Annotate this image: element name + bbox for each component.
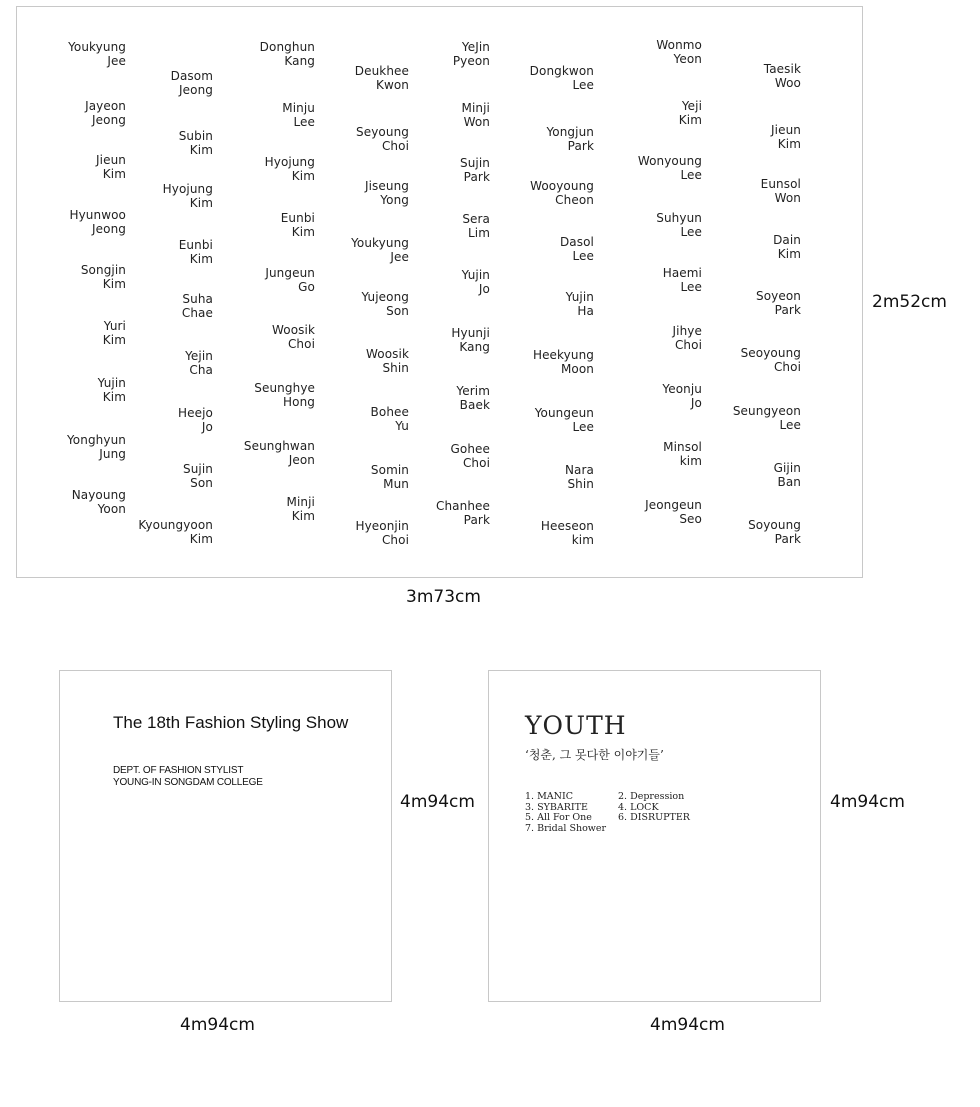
banner-name [281,211,315,239]
banner-name-last: Jee [390,250,409,264]
track-item: 3. SYBARITE [525,802,588,813]
banner-name [566,290,594,318]
banner-name-first: Seyoung [356,125,409,139]
banner-name-last: Seo [679,512,702,526]
banner-name-last: Son [190,476,213,490]
banner-name-last: Jee [107,54,126,68]
banner-name-last: Kim [189,252,213,266]
banner-name-last: Park [774,303,801,317]
banner-name [756,289,801,317]
banner-name [254,381,315,409]
banner-name-first: Somin [370,463,409,477]
show-title: The 18th Fashion Styling Show [113,713,349,732]
banner-name-last: Lim [467,226,490,240]
banner-name-first: Yongjun [546,125,594,139]
banner-name-last: Park [463,513,490,527]
banner-name [265,266,315,294]
track-item: 5. All For One [525,812,592,823]
title-panel-width-label: 4m94cm [180,1015,255,1035]
banner-name [171,69,213,97]
banner-name [774,461,801,489]
banner-name [451,326,490,354]
banner-name [462,101,490,129]
youth-subtitle: ‘청춘, 그 못다한 이야기들’ [525,748,664,762]
banner-name-last: Won [463,115,490,129]
banner-name-first: YeJin [461,40,490,54]
banner-name-first: Eunsol [760,177,801,191]
banner-name-first: Seunghwan [243,439,315,453]
banner-name-first: Heekyung [532,348,594,362]
banner-name [530,179,594,207]
banner-name [530,64,594,92]
banner-name-first: Hyunji [451,326,490,340]
track-item: 2. Depression [618,791,685,802]
banner-name [68,40,126,68]
banner-name-first: Jihye [672,324,702,338]
banner-name-first: Taesik [763,62,801,76]
banner-name-first: Hyunwoo [69,208,126,222]
banner-name-last: Jeong [179,83,213,97]
banner-name [764,62,801,90]
banner-name [462,268,490,296]
banner-name-first: Gijin [773,461,801,475]
banner-name-first: Suha [182,292,213,306]
banner-name [178,406,213,434]
banner-name [355,519,409,547]
track-item: 7. Bridal Shower [525,823,607,834]
show-department [113,765,263,789]
banner-name-last: Choi [462,456,490,470]
banner-name [645,498,702,526]
banner-name [662,382,702,410]
banner-name-first: Minji [461,101,490,115]
banner-name [179,238,213,266]
banner-name-last: Kim [102,333,126,347]
banner-name-last: Kim [678,113,702,127]
banner-name-first: Youngeun [534,406,594,420]
banner-name-last: Lee [680,225,702,239]
banner-name [287,495,315,523]
track-item: 1. MANIC [525,791,574,802]
names-banner-panel [16,6,863,578]
banner-name-last: Lee [680,280,702,294]
banner-name-last: Woo [774,76,801,90]
banner-name [456,384,490,412]
banner-name [69,208,126,236]
banner-name-last: Kang [459,340,490,354]
banner-name-first: Soyoung [748,518,801,532]
banner-name-first: Minji [286,495,315,509]
banner-name-last: Kim [189,532,213,546]
banner-name-last: Son [386,304,409,318]
banner-name [355,64,409,92]
banner-name-first: Jieun [771,123,801,137]
banner-name-last: Lee [293,115,315,129]
banner-name-last: Go [298,280,315,294]
banner-name-first: Nayoung [71,488,126,502]
banner-name-last: Jeon [288,453,315,467]
college-line: YOUNG-IN SONGDAM COLLEGE [113,777,263,788]
banner-name-first: Dongkwon [529,64,594,78]
banner-name [351,236,409,264]
banner-name-first: Deukhee [354,64,409,78]
banner-name-first: Kyoungyoon [138,518,213,532]
banner-name-first: Sera [462,212,490,226]
banner-name-first: Youkyung [351,236,409,250]
banner-name-first: Dasol [559,235,594,249]
banner-name [179,129,213,157]
title-panel-height-label: 4m94cm [400,792,475,812]
banner-name [371,463,409,491]
banner-name-last: Lee [572,78,594,92]
banner-name-last: Kim [102,277,126,291]
banner-name-last: Kim [291,169,315,183]
banner-name [733,404,801,432]
banner-name-last: Kim [189,143,213,157]
banner-name-first: Sujin [460,156,490,170]
banner-name [638,154,702,182]
banner-name-last: Park [463,170,490,184]
banner-name [565,463,594,491]
banner-name [656,38,702,66]
banner-name [460,156,490,184]
banner-name [361,290,409,318]
banner-name-last: Cha [189,363,213,377]
banner-name [366,347,409,375]
banner-name-last: Yu [395,419,409,433]
banner-name [356,125,409,153]
banner-name [462,212,490,240]
banner-name-first: Jayeon [85,99,126,113]
banner-name-first: Gohee [450,442,490,456]
show-title-panel [59,670,392,1002]
banner-name-first: Wooyoung [530,179,594,193]
banner-name-first: Heeseon [540,519,594,533]
youth-panel-width-label: 4m94cm [650,1015,725,1035]
track-item: 4. LOCK [618,802,659,813]
banner-name-last: Jeong [92,113,126,127]
banner-name [453,40,490,68]
banner-name-last: Jung [99,447,126,461]
banner-name [72,488,126,516]
banner-name [771,123,801,151]
banner-name-first: Chanhee [435,499,490,513]
banner-name-last: Kang [284,54,315,68]
banner-name [244,439,315,467]
banner-name-first: Yonghyun [66,433,126,447]
banner-name [741,346,801,374]
banner-name-first: Woosik [272,323,315,337]
youth-panel-height-label: 4m94cm [830,792,905,812]
banner-name-first: Subin [178,129,213,143]
banner-name [673,324,702,352]
banner-name-last: Won [774,191,801,205]
banner-name-last: Kwon [375,78,409,92]
banner-name-first: Jiseung [364,179,409,193]
banner-name-last: Hong [283,395,315,409]
banner-name-first: Yujin [565,290,594,304]
banner-name [541,519,594,547]
banner-name-last: Shin [567,477,594,491]
banner-name [265,155,315,183]
banner-name-first: Dain [773,233,801,247]
banner-name [98,376,126,404]
banner-name-last: Kim [102,390,126,404]
banner-name-first: Jungeun [265,266,315,280]
banner-name-first: Hyeonjin [355,519,409,533]
banner-name [85,99,126,127]
banner-name-last: Pyeon [452,54,490,68]
banner-name [679,99,702,127]
banner-name-last: Chae [181,306,213,320]
banner-name-last: Jo [201,420,213,434]
banner-name-last: Mun [383,477,409,491]
banner-name [761,177,801,205]
banner-name-first: Eunbi [178,238,213,252]
banner-name-last: Baek [459,398,490,412]
banner-name-first: Donghun [259,40,315,54]
banner-name [96,153,126,181]
track-item: 6. DISRUPTER [618,812,690,823]
banner-name-last: Moon [560,362,594,376]
banner-name-first: Sujin [183,462,213,476]
banner-name-first: Wonmo [656,38,702,52]
banner-name-last: Ban [777,475,801,489]
banner-name [450,442,490,470]
banner-name [272,323,315,351]
banner-width-label: 3m73cm [406,587,481,607]
banner-name [436,499,490,527]
banner-name-last: Kim [102,167,126,181]
banner-name [748,518,801,546]
banner-name [182,292,213,320]
banner-name-last: Choi [381,139,409,153]
banner-name [773,233,801,261]
banner-name [138,518,213,546]
banner-name-last: Ha [577,304,594,318]
banner-name-last: Kim [777,137,801,151]
banner-name-first: Yerim [456,384,490,398]
banner-name-last: Lee [779,418,801,432]
banner-name [103,319,126,347]
banner-name [365,179,409,207]
banner-name-last: Kim [291,225,315,239]
banner-name-first: Seoyoung [740,346,801,360]
banner-name-last: Jeong [92,222,126,236]
banner-name-first: Seungyeon [732,404,801,418]
banner-name-last: kim [679,454,702,468]
banner-name-last: Lee [572,420,594,434]
banner-name-last: kim [571,533,594,547]
banner-height-label: 2m52cm [872,292,947,312]
banner-name [535,406,594,434]
banner-name-last: Kim [189,196,213,210]
banner-name [282,101,315,129]
banner-name-first: Jeongeun [645,498,702,512]
banner-name [656,211,702,239]
banner-name [163,182,213,210]
banner-name-first: Yuri [103,319,126,333]
banner-name-last: Jo [690,396,702,410]
banner-name-first: Hyojung [264,155,315,169]
banner-name-first: Minju [282,101,315,115]
banner-name-last: Park [567,139,594,153]
banner-name-first: Eunbi [280,211,315,225]
banner-name-last: Lee [680,168,702,182]
banner-name-first: Yeji [681,99,702,113]
banner-name-first: Jieun [96,153,126,167]
banner-name-first: Bohee [370,405,409,419]
banner-name-last: Yeon [673,52,702,66]
banner-name [546,125,594,153]
banner-name-first: Yujin [461,268,490,282]
banner-name-last: Yong [380,193,409,207]
banner-name [183,462,213,490]
banner-name-last: Shin [382,361,409,375]
banner-name-first: Suhyun [656,211,702,225]
banner-name-last: Kim [777,247,801,261]
banner-name-last: Kim [291,509,315,523]
banner-name-last: Choi [381,533,409,547]
banner-name-first: Soyeon [756,289,801,303]
banner-name-last: Choi [674,338,702,352]
banner-name-first: Minsol [663,440,702,454]
banner-name [81,263,126,291]
banner-name-first: Hyojung [162,182,213,196]
banner-name [533,348,594,376]
banner-name-first: Woosik [366,347,409,361]
banner-name [371,405,409,433]
banner-name-first: Dasom [170,69,213,83]
banner-name-first: Yeonju [662,382,702,396]
banner-name-first: Songjin [80,263,126,277]
banner-name [185,349,213,377]
banner-name-first: Yejin [185,349,213,363]
banner-name-last: Jo [478,282,490,296]
banner-name-first: Haemi [662,266,702,280]
banner-name-first: Seunghye [254,381,315,395]
banner-name [560,235,594,263]
banner-name-last: Choi [287,337,315,351]
youth-title: YOUTH [525,711,627,740]
banner-name-first: Yujeong [361,290,409,304]
banner-name-first: Nara [564,463,594,477]
banner-name-first: Youkyung [68,40,126,54]
banner-name [260,40,315,68]
banner-name-first: Wonyoung [637,154,702,168]
banner-name-first: Yujin [97,376,126,390]
banner-name [663,266,702,294]
banner-name [67,433,126,461]
banner-name-first: Heejo [178,406,213,420]
banner-name-last: Yoon [97,502,126,516]
banner-name-last: Choi [773,360,801,374]
banner-name-last: Lee [572,249,594,263]
banner-name [663,440,702,468]
youth-panel [488,670,821,1002]
banner-name-last: Cheon [555,193,594,207]
banner-name-last: Park [774,532,801,546]
department-line: DEPT. OF FASHION STYLIST [113,765,244,776]
